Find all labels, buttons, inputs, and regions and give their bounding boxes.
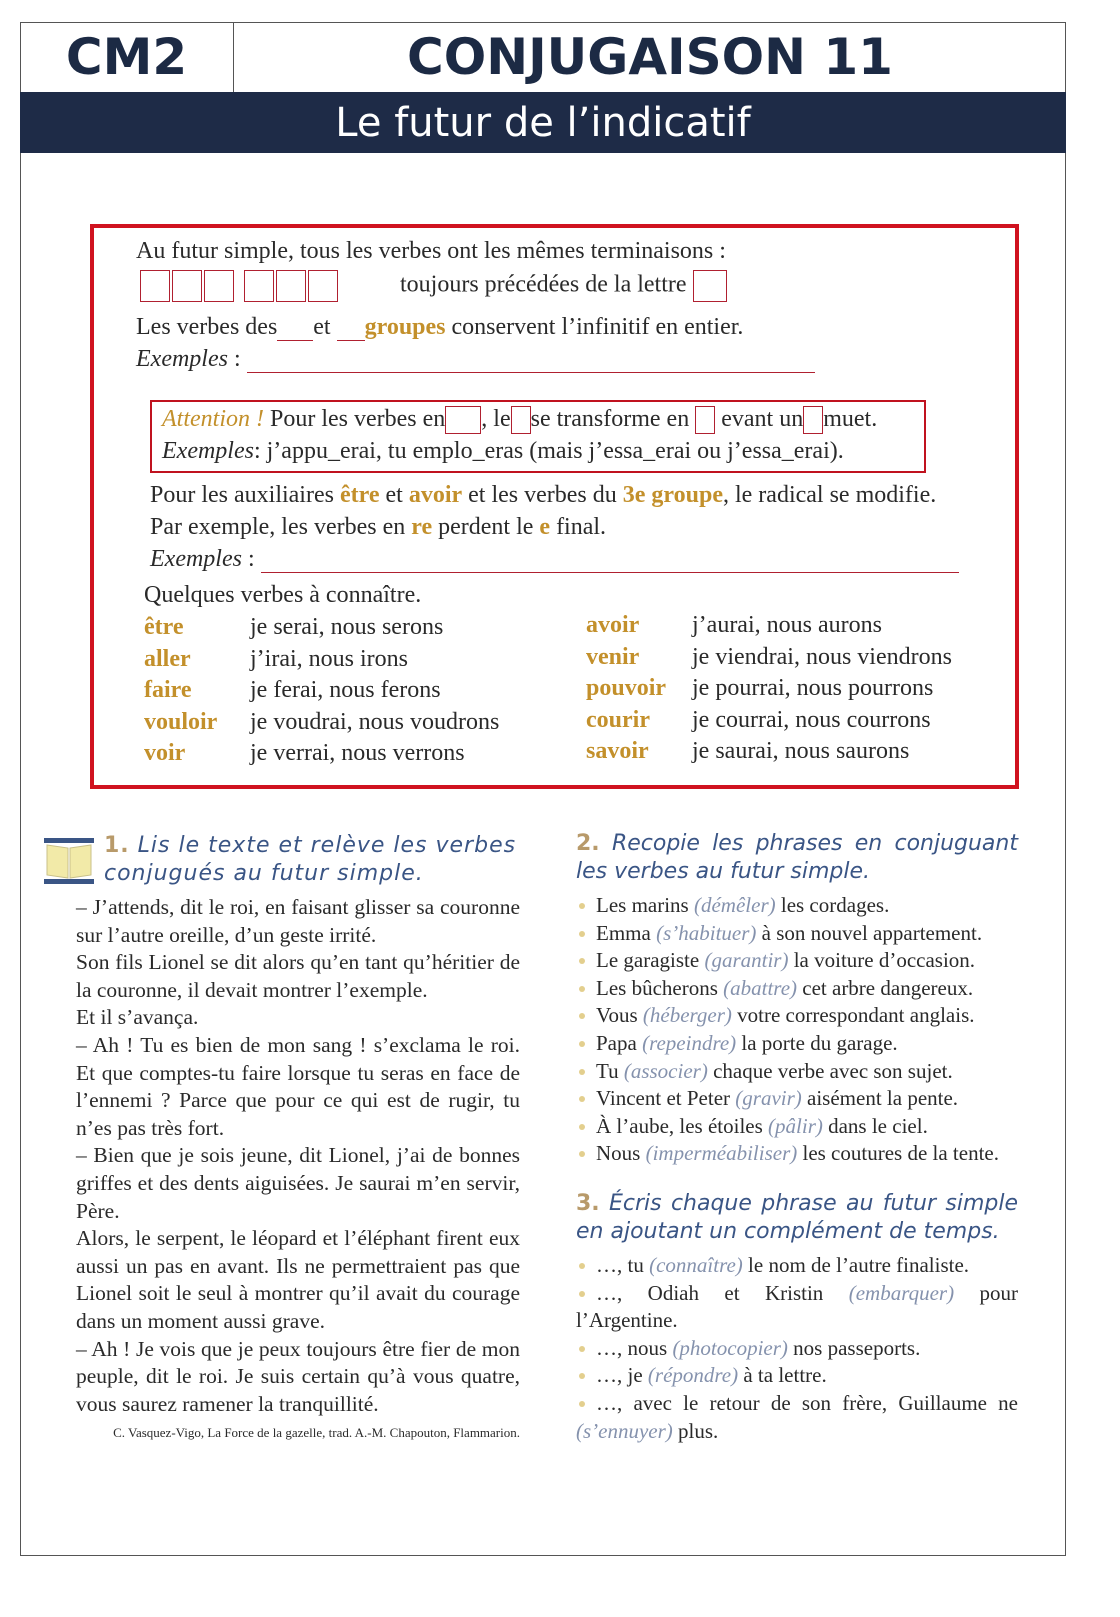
rule-text: conservent l’infinitif en entier. <box>451 314 744 340</box>
exercise-3-list <box>576 1252 1018 1445</box>
exercise-2-title <box>576 830 1018 886</box>
rule-text: Pour les verbes en <box>269 406 446 432</box>
exercise-1 <box>44 832 520 1441</box>
verb-row <box>144 709 499 741</box>
verb-to-conjugate: (pâlir) <box>768 1113 823 1138</box>
rule-text: et <box>313 314 331 340</box>
book-icon <box>44 838 94 884</box>
source-citation: C. Vasquez-Vigo, La Force de la gazelle, trad. A.-M. Chapouton, Flammarion. <box>113 1425 520 1441</box>
rule-text: et les verbes du <box>468 482 617 508</box>
sentence-end: dans le ciel. <box>828 1113 928 1138</box>
rule-text: , le <box>481 406 511 432</box>
verb-row <box>586 675 952 707</box>
sentence-start: Les marins <box>596 893 689 917</box>
sentence-start: À l’aube, les étoiles <box>596 1113 763 1138</box>
verb-row <box>586 644 952 676</box>
sentence-start: …, tu <box>596 1252 644 1277</box>
rule-highlight: avoir <box>408 482 463 508</box>
rule-highlight: groupes <box>364 314 446 340</box>
sentence-end: nos passeports. <box>793 1335 921 1360</box>
verb-conjugation: je ferai, nous ferons <box>250 677 441 703</box>
verb-to-conjugate: (imperméabiliser) <box>645 1141 798 1166</box>
rule-line-2 <box>400 270 727 302</box>
sentence-start: Nous <box>596 1141 641 1166</box>
rule-text: se transforme en <box>530 406 690 432</box>
exercise-number: 1. <box>104 833 130 858</box>
verb-to-conjugate: (photocopier) <box>672 1335 788 1360</box>
verb-to-conjugate: (connaître) <box>649 1252 743 1277</box>
verb-infinitive: faire <box>144 677 192 703</box>
sentence-start: …, nous <box>596 1335 668 1360</box>
sentence-start: …, avec le retour de son frère, Guillaume ne <box>596 1390 1018 1415</box>
exercise-item <box>576 892 1018 920</box>
verb-infinitive: être <box>144 614 184 640</box>
verb-row <box>586 612 952 644</box>
sentence-start: Papa <box>596 1030 637 1055</box>
sentence-end: la porte du garage. <box>741 1030 898 1055</box>
attention-examples <box>162 438 844 465</box>
sentence-start: Vous <box>596 1003 638 1028</box>
verbs-list-left <box>144 614 499 772</box>
story-paragraph: – J’attends, dit le roi, en faisant glisser sa couronne sur l’autre oreille, d’un geste irrité. <box>76 895 520 947</box>
rule-text: : j’appu_erai, tu emplo_eras (mais j’essa_erai ou j’essa_erai). <box>253 438 844 464</box>
verb-infinitive: pouvoir <box>586 675 667 701</box>
verb-to-conjugate: (s’ennuyer) <box>576 1418 673 1443</box>
verb-to-conjugate: (répondre) <box>647 1363 739 1388</box>
rule-text: perdent le <box>438 514 534 540</box>
verb-row <box>144 677 499 709</box>
verb-to-conjugate: (héberger) <box>642 1003 732 1028</box>
exercise-item <box>576 1390 1018 1445</box>
story-paragraph: Et il s’avança. <box>76 1005 199 1030</box>
verb-row <box>144 740 499 772</box>
verb-conjugation: je viendrai, nous viendrons <box>692 643 952 670</box>
rule-text: Pour les auxiliaires <box>150 482 334 508</box>
exercises-2-3 <box>576 830 1018 1445</box>
rule-text: Les verbes des <box>136 314 278 340</box>
verb-to-conjugate: (repeindre) <box>642 1030 737 1055</box>
verb-conjugation: je verrai, nous verrons <box>250 740 465 766</box>
verbs-list-right <box>586 612 952 770</box>
auxiliaries-line <box>150 482 936 509</box>
verb-conjugation: je saurai, nous saurons <box>692 738 910 764</box>
examples-label: Exemples <box>162 438 254 464</box>
story-paragraph: – Ah ! Je vois que je peux toujours être fier de mon peuple, dit le roi. Je suis certain qu’à vous quatre, vous saurez ramener la tranquillité. <box>76 1336 520 1416</box>
exercise-item <box>576 1140 1018 1168</box>
verb-conjugation: je pourrai, nous pourrons <box>692 675 934 701</box>
rule-text: evant un <box>721 406 804 432</box>
level-label: CM2 <box>20 22 234 92</box>
rule-box <box>90 224 1019 789</box>
verb-infinitive: courir <box>586 706 650 733</box>
verb-infinitive: aller <box>144 645 191 672</box>
exercise-2-list <box>576 892 1018 1168</box>
exercise-item <box>576 975 1018 1003</box>
story-text <box>76 894 520 1418</box>
rule-text: toujours précédées de la lettre <box>400 271 687 298</box>
exercise-item <box>576 1252 1018 1280</box>
verb-conjugation: je voudrai, nous voudrons <box>250 708 500 735</box>
page-title: CONJUGAISON 11 <box>407 28 893 86</box>
rule-highlight: e <box>539 514 551 540</box>
sentence-start: Les bûcherons <box>596 975 718 1000</box>
sentence-end: pour l’Argentine. <box>576 1280 1019 1333</box>
verb-infinitive: vouloir <box>144 708 218 735</box>
header <box>20 22 1066 92</box>
verb-conjugation: je courrai, nous courrons <box>692 706 931 733</box>
verb-infinitive: savoir <box>586 738 649 764</box>
story-paragraph: – Ah ! Tu es bien de mon sang ! s’exclama le roi. Et que comptes-tu faire lorsque tu seras en face de l’ennemi ? Parce que pour ce qui est de rugir, tu n’es pas très fort. <box>76 1032 520 1140</box>
rule-text: et <box>385 482 403 508</box>
sentence-start: Tu <box>596 1058 619 1083</box>
verb-to-conjugate: (s’habituer) <box>656 920 757 945</box>
exercise-3-title <box>576 1190 1018 1246</box>
sentence-end: votre correspondant anglais. <box>737 1003 975 1028</box>
sentence-start: Vincent et Peter <box>596 1086 731 1111</box>
exercise-1-title <box>104 832 520 888</box>
sentence-start: …, je <box>596 1363 643 1388</box>
sentence-start: Emma <box>596 920 651 945</box>
exercise-item <box>576 920 1018 948</box>
verb-to-conjugate: (démêler) <box>693 893 776 917</box>
verb-conjugation: je serai, nous serons <box>250 614 444 640</box>
sentence-end: la voiture d’occasion. <box>793 948 976 973</box>
story-paragraph: Son fils Lionel se dit alors qu’en tant qu’héritier de la couronne, il devait montrer l’exemple. <box>76 950 520 1002</box>
sentence-start: Le garagiste <box>596 948 700 973</box>
verb-row <box>144 614 499 646</box>
attention-line <box>162 406 877 434</box>
verb-conjugation: j’irai, nous irons <box>250 645 408 672</box>
endings-boxes <box>140 270 338 302</box>
verb-infinitive: voir <box>144 740 186 766</box>
attention-label: Attention ! <box>162 406 264 432</box>
exercise-instruction: Recopie les phrases en conjuguant les verbes au futur simple. <box>576 831 1018 884</box>
exercise-instruction: Écris chaque phrase au futur simple en ajoutant un complément de temps. <box>576 1190 1018 1244</box>
exercise-item <box>576 1362 1018 1390</box>
sentence-end: plus. <box>678 1418 719 1443</box>
verb-row <box>144 646 499 678</box>
rule-highlight: 3e groupe <box>622 482 723 508</box>
rule-text: muet. <box>823 406 878 432</box>
examples-label: Exemples <box>136 346 228 372</box>
re-verbs-line <box>150 514 606 541</box>
rule-text: , le radical se modifie. <box>722 482 937 508</box>
verb-row <box>586 738 952 770</box>
verb-to-conjugate: (garantir) <box>704 948 789 973</box>
examples-line-1: Exemples : <box>136 346 815 373</box>
exercise-item <box>576 1335 1018 1363</box>
page-subtitle: Le futur de l’indicatif <box>20 92 1066 153</box>
exercise-item <box>576 1030 1018 1058</box>
sentence-end: le nom de l’autre finaliste. <box>748 1252 970 1277</box>
examples-label: Exemples <box>150 546 242 572</box>
sentence-end: chaque verbe avec son sujet. <box>713 1058 953 1083</box>
exercise-item <box>576 1280 1018 1335</box>
verb-conjugation: j’aurai, nous aurons <box>692 612 882 638</box>
exercise-instruction: Lis le texte et relève les verbes conjugués au futur simple. <box>104 833 517 886</box>
verb-infinitive: avoir <box>586 612 640 638</box>
sentence-end: les cordages. <box>780 893 890 917</box>
exercise-item <box>576 947 1018 975</box>
verb-infinitive: venir <box>586 643 640 670</box>
story-paragraph: Alors, le serpent, le léopard et l’éléphant firent eux aussi un pas en avant. Ils ne permettraient pas que Lionel soit le seul à montrer qu’il avait du courage dans un moment aussi grave. <box>76 1226 520 1333</box>
exercise-item <box>576 1058 1018 1086</box>
sentence-start: …, Odiah et Kristin <box>596 1280 824 1305</box>
exercise-item <box>576 1002 1018 1030</box>
sentence-end: à ta lettre. <box>743 1363 827 1388</box>
verb-to-conjugate: (gravir) <box>735 1086 802 1111</box>
verb-to-conjugate: (abattre) <box>723 975 798 1000</box>
rule-line-1: Au futur simple, tous les verbes ont les mêmes terminaisons : <box>136 238 726 264</box>
examples-line-2: Exemples : <box>150 546 959 573</box>
sentence-end: les coutures de la tente. <box>802 1141 999 1166</box>
verb-to-conjugate: (associer) <box>623 1058 708 1083</box>
exercise-number: 2. <box>576 831 600 856</box>
sentence-end: à son nouvel appartement. <box>761 920 983 945</box>
rule-text: final. <box>556 514 607 540</box>
rule-line-3 <box>136 314 743 341</box>
exercise-item <box>576 1085 1018 1113</box>
story-paragraph: – Bien que je sois jeune, dit Lionel, j’ai de bonnes griffes et des dents aiguisées. Je saurai m’en servir, Père. <box>76 1143 520 1223</box>
rule-highlight: re <box>411 514 433 540</box>
exercise-number: 3. <box>576 1190 600 1216</box>
rule-text: Par exemple, les verbes en <box>150 514 406 540</box>
verb-to-conjugate: (embarquer) <box>848 1280 955 1305</box>
verb-row <box>586 707 952 739</box>
rule-highlight: être <box>339 482 380 508</box>
sentence-end: aisément la pente. <box>807 1086 959 1111</box>
verbs-intro: Quelques verbes à connaître. <box>144 582 422 608</box>
exercise-item <box>576 1113 1018 1141</box>
attention-box <box>150 400 926 473</box>
sentence-end: cet arbre dangereux. <box>802 975 974 1000</box>
